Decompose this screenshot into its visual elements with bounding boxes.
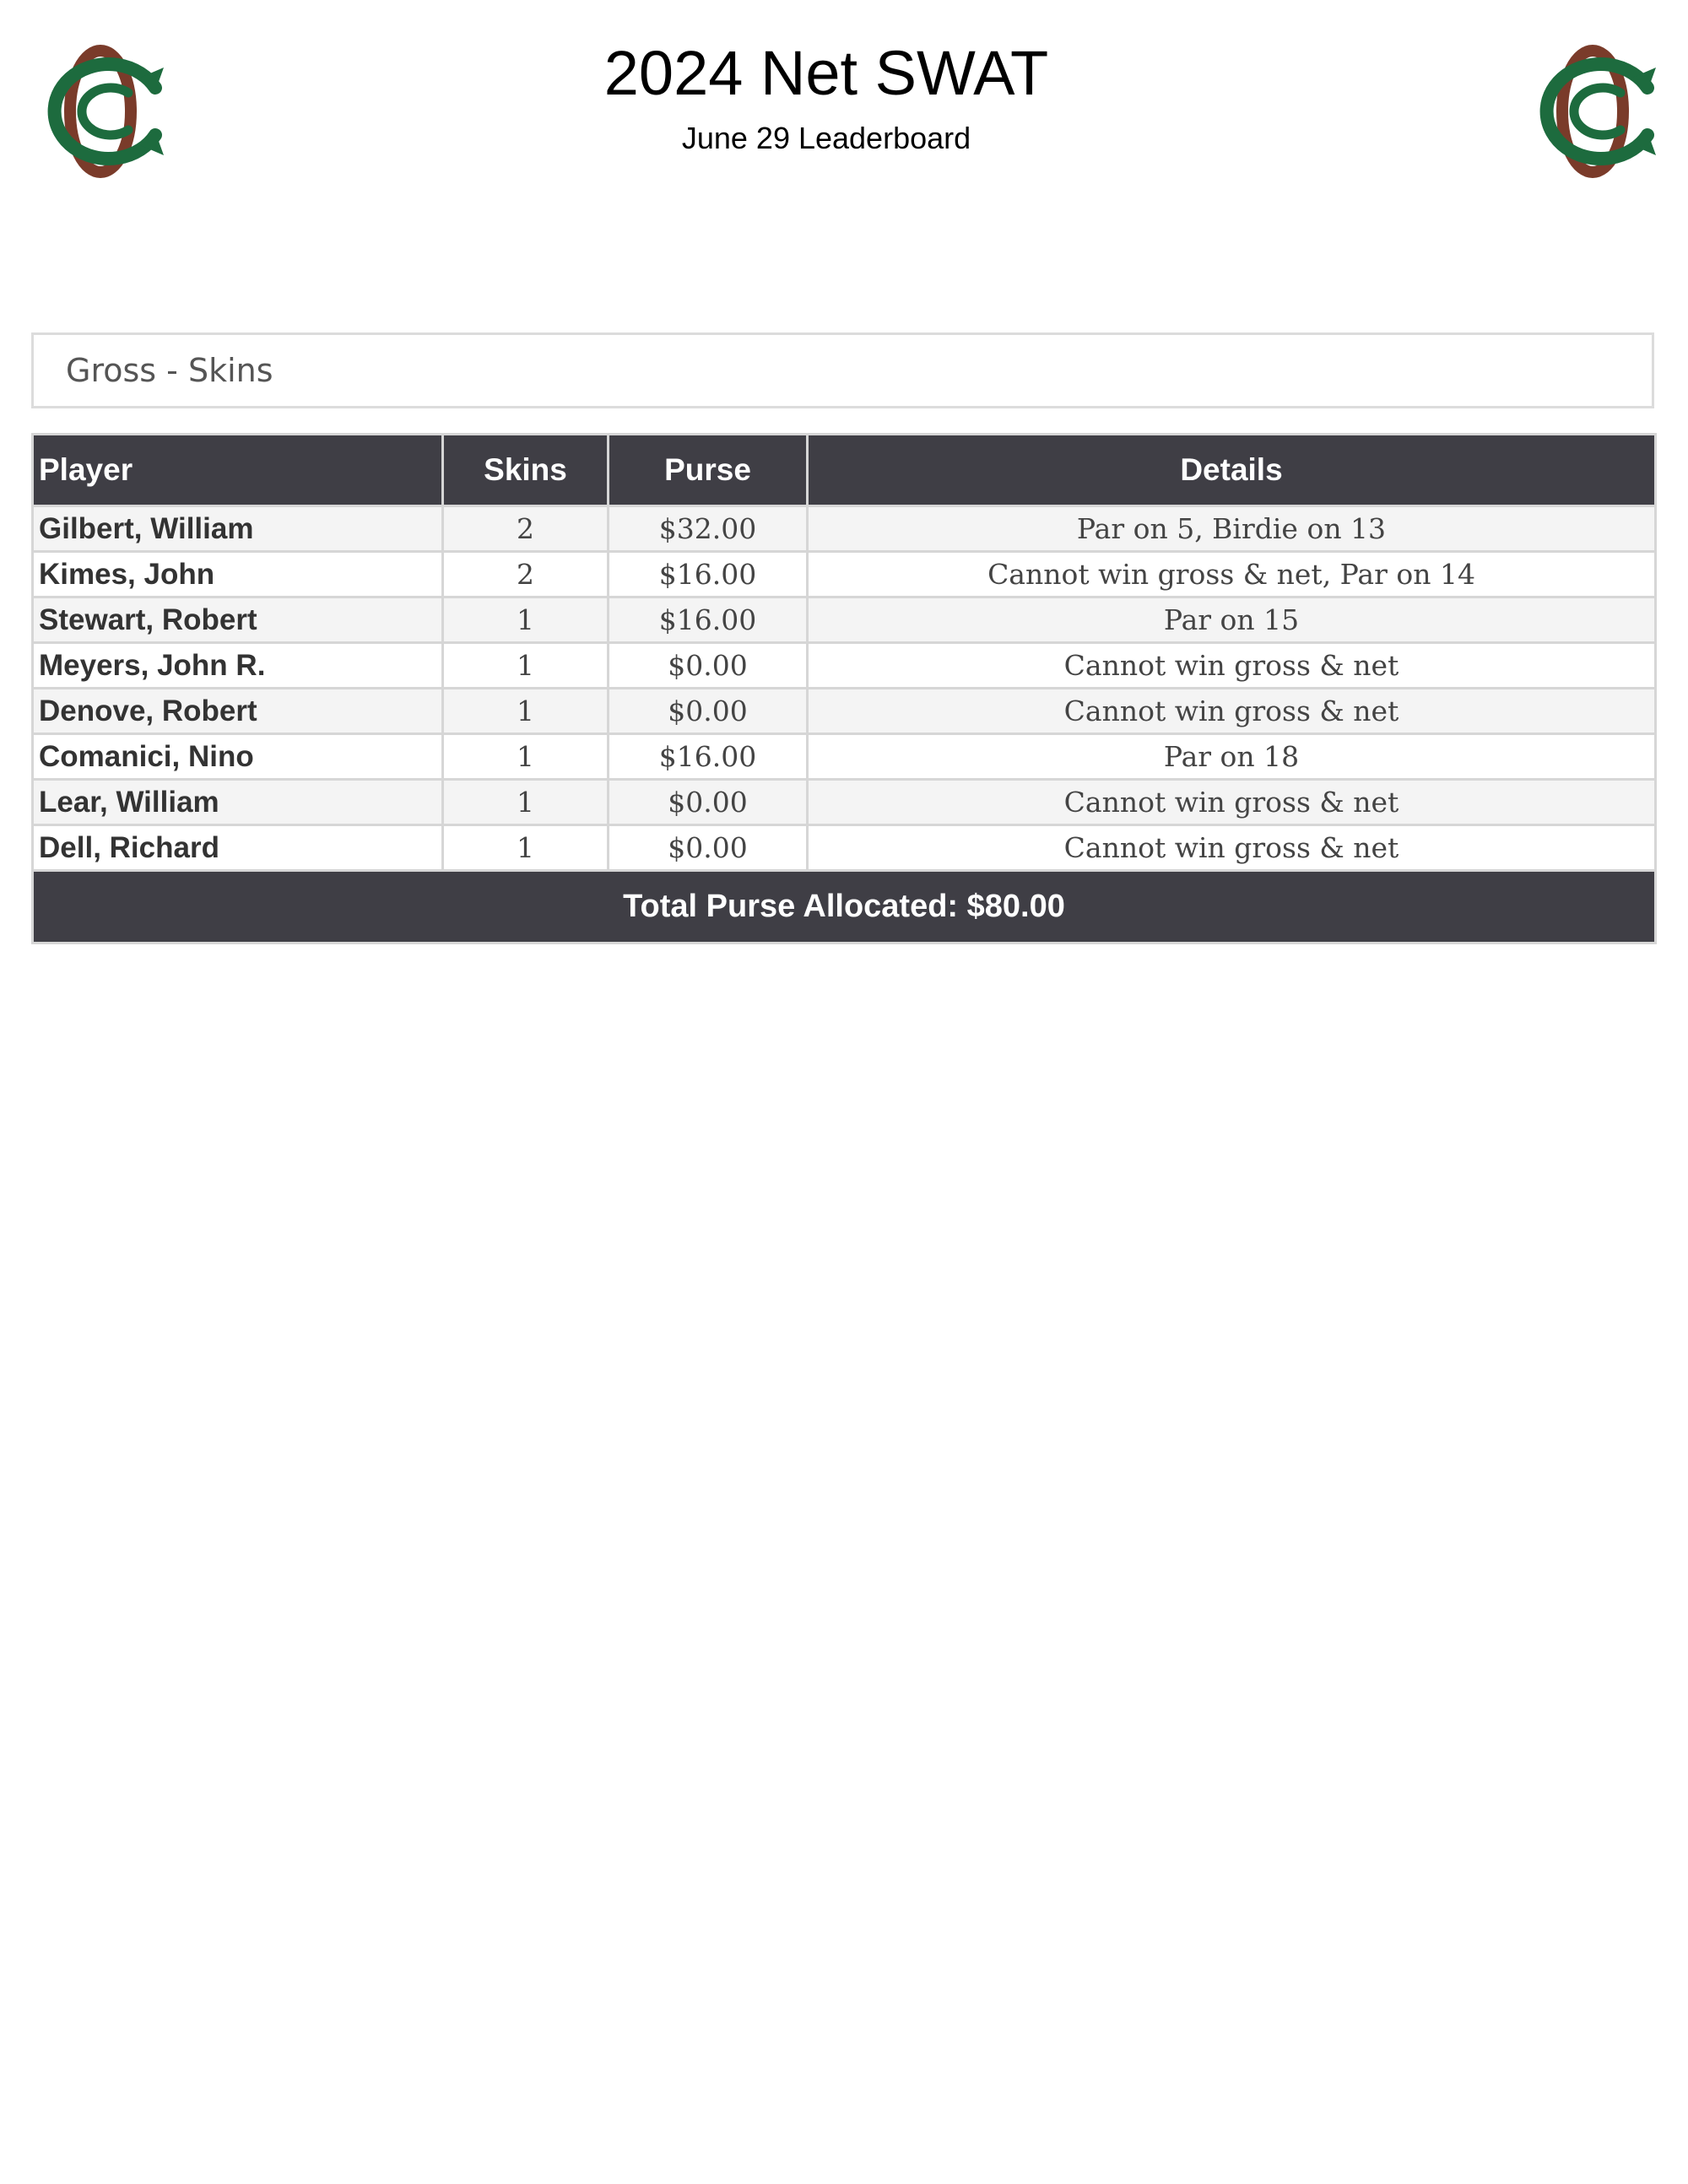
skins-cell: 1 [443,734,609,780]
club-logo-right [1521,44,1664,179]
skins-table [31,433,1657,944]
skins-cell: 1 [443,689,609,734]
purse-cell: $0.00 [609,825,808,871]
skins-cell: 1 [443,780,609,825]
skins-cell: 1 [443,597,609,643]
purse-cell: $0.00 [609,780,808,825]
details-cell: Par on 18 [808,734,1656,780]
player-cell: Kimes, John [33,552,443,597]
player-cell: Lear, William [33,780,443,825]
table-row [33,552,1656,597]
skins-cell: 1 [443,825,609,871]
player-cell: Denove, Robert [33,689,443,734]
player-cell: Stewart, Robert [33,597,443,643]
skins-cell: 1 [443,643,609,689]
purse-cell: $16.00 [609,552,808,597]
purse-cell: $16.00 [609,734,808,780]
section-header [31,332,1654,408]
page-title: 2024 Net SWAT [603,38,1049,108]
details-cell: Par on 15 [808,597,1656,643]
details-cell: Par on 5, Birdie on 13 [808,506,1656,552]
column-header-purse: Purse [609,435,808,506]
table-header-row [33,435,1656,506]
table-row [33,689,1656,734]
table-row [33,643,1656,689]
details-cell: Cannot win gross & net [808,780,1656,825]
player-cell: Comanici, Nino [33,734,443,780]
skins-cell: 2 [443,506,609,552]
details-cell: Cannot win gross & net [808,689,1656,734]
player-cell: Dell, Richard [33,825,443,871]
table-row [33,825,1656,871]
purse-cell: $16.00 [609,597,808,643]
details-cell: Cannot win gross & net, Par on 14 [808,552,1656,597]
column-header-skins: Skins [443,435,609,506]
purse-cell: $32.00 [609,506,808,552]
page-subtitle: June 29 Leaderboard [681,121,971,155]
total-purse: Total Purse Allocated: $80.00 [33,871,1656,943]
table-footer-row [33,871,1656,943]
player-cell: Gilbert, William [33,506,443,552]
section-title: Gross - Skins [66,352,273,389]
purse-cell: $0.00 [609,689,808,734]
table-row [33,597,1656,643]
purse-cell: $0.00 [609,643,808,689]
occ-monogram-icon [1521,44,1664,179]
column-header-player: Player [33,435,443,506]
player-cell: Meyers, John R. [33,643,443,689]
details-cell: Cannot win gross & net [808,643,1656,689]
table-row [33,780,1656,825]
details-cell: Cannot win gross & net [808,825,1656,871]
table-row [33,506,1656,552]
skins-cell: 2 [443,552,609,597]
table-row [33,734,1656,780]
column-header-details: Details [808,435,1656,506]
